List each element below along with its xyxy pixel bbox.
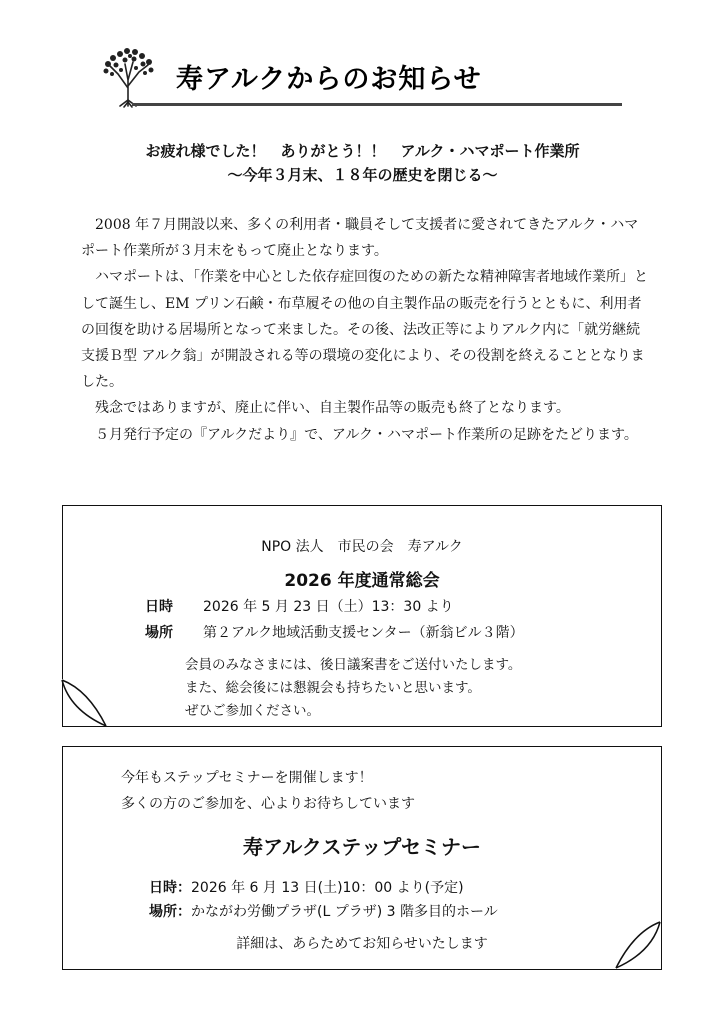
article-paragraph: 2008 年７月開設以来、多くの利用者・職員そして支援者に愛されてきたアルク・ハマポート作業所が３月末をもって廃止となります。 bbox=[81, 217, 639, 260]
seminar-date-row bbox=[149, 877, 464, 897]
headline-line2: ～今年３月末、１８年の歴史を閉じる～ bbox=[227, 166, 498, 184]
meeting-place-row bbox=[145, 622, 524, 642]
seminar-date-value: 2026 年 6 月 13 日(土)10：00 より(予定) bbox=[191, 880, 464, 896]
seminar-place-value: かながわ労働プラザ(L プラザ) 3 階多目的ホール bbox=[191, 904, 498, 920]
seminar-date-label: 日時： bbox=[149, 880, 191, 896]
seminar-more-info: 詳細は、あらためてお知らせいたします bbox=[236, 936, 488, 952]
article-paragraph: ５月発行予定の『アルクだより』で、アルク・ハマポート作業所の足跡をたどります。 bbox=[95, 426, 638, 443]
meeting-date-row bbox=[145, 596, 454, 616]
seminar-notice-box bbox=[62, 746, 662, 970]
page-title: 寿アルクからのお知らせ bbox=[176, 64, 482, 95]
meeting-title: 2026 年度通常総会 bbox=[284, 571, 440, 591]
meeting-place-value: 第２アルク地域活動支援センター（新翁ビル３階） bbox=[203, 625, 524, 641]
meeting-notice-box bbox=[62, 505, 662, 727]
meeting-date-label: 日時 bbox=[145, 599, 173, 615]
article-paragraph: 残念ではありますが、廃止に伴い、自主製作品等の販売も終了となります。 bbox=[95, 400, 570, 417]
tree-icon bbox=[98, 44, 158, 108]
headline-line1: お疲れ様でした！ ありがとう！！ アルク・ハマポート作業所 bbox=[145, 142, 580, 160]
seminar-intro: 今年もステップセミナーを開催します！ bbox=[121, 770, 373, 786]
seminar-place-label: 場所： bbox=[149, 904, 191, 920]
page-curl-corner bbox=[58, 676, 110, 728]
meeting-note: また、総会後には懇親会も持ちたいと思います。 bbox=[185, 680, 481, 696]
article-paragraph: ハマポートは、「作業を中心とした依存症回復のための新たな精神障害者地域作業所」として誕生し、EM プリン石鹸・布草履その他の自主製作品の販売を行うとともに、利用者の回復を助ける居場所となって来ました。その後、法改正等によりアルク内に「就労継続支援Ｂ型 アルク翁」が開設される等の環境の変化により、その役割を終えることとなりました。 bbox=[81, 269, 648, 391]
seminar-title: 寿アルクステップセミナー bbox=[243, 835, 481, 859]
meeting-note: 会員のみなさまには、後日議案書をご送付いたします。 bbox=[185, 657, 522, 673]
meeting-org: NPO 法人 市民の会 寿アルク bbox=[261, 539, 463, 555]
meeting-date-value: 2026 年 5 月 23 日（土）13：30 より bbox=[203, 599, 454, 615]
seminar-place-row bbox=[149, 901, 498, 921]
article-body bbox=[81, 212, 651, 448]
page-curl-corner bbox=[612, 918, 664, 970]
meeting-note: ぜひご参加ください。 bbox=[185, 703, 320, 719]
seminar-intro: 多くの方のご参加を、心よりお待ちしています bbox=[121, 796, 415, 812]
title-divider bbox=[132, 103, 622, 106]
meeting-place-label: 場所 bbox=[145, 625, 173, 641]
